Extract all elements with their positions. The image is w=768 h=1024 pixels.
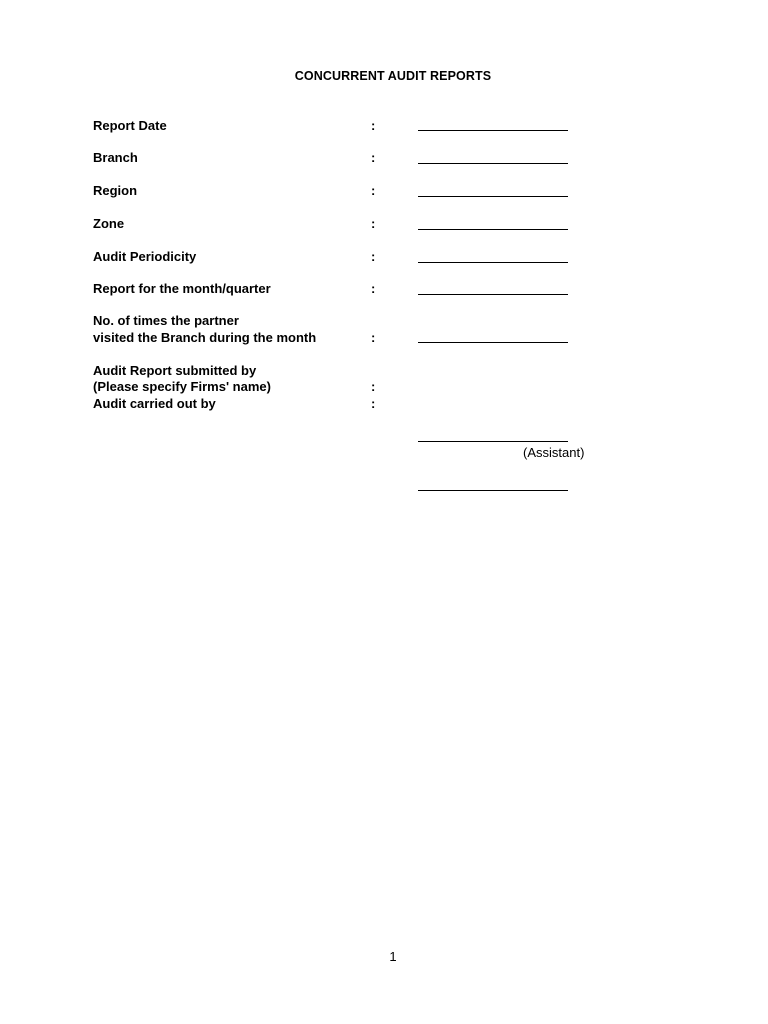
field-label-region: Region bbox=[93, 183, 138, 198]
field-blank-region[interactable] bbox=[418, 196, 568, 197]
field-colon: : bbox=[371, 118, 376, 133]
field-colon: : bbox=[371, 183, 376, 198]
field-colon: : bbox=[371, 216, 376, 231]
field-label-partner-visits-line2: visited the Branch during the month bbox=[93, 330, 317, 345]
field-label-submitted-by-line1: Audit Report submitted by bbox=[93, 363, 257, 378]
field-label-report-period: Report for the month/quarter bbox=[93, 281, 271, 296]
field-colon: : bbox=[371, 150, 376, 165]
field-label-report-date: Report Date bbox=[93, 118, 167, 133]
field-label-carried-out-by: Audit carried out by bbox=[93, 396, 216, 411]
field-colon: : bbox=[371, 379, 376, 394]
field-label-branch: Branch bbox=[93, 150, 138, 165]
field-blank-report-period[interactable] bbox=[418, 294, 568, 295]
field-blank-branch[interactable] bbox=[418, 163, 568, 164]
field-colon: : bbox=[371, 281, 376, 296]
field-colon: : bbox=[371, 249, 376, 264]
signature-assistant-label: (Assistant) bbox=[523, 445, 585, 460]
field-blank-zone[interactable] bbox=[418, 229, 568, 230]
signature-line-second[interactable] bbox=[418, 490, 568, 491]
page-number: 1 bbox=[389, 949, 397, 964]
field-blank-report-date[interactable] bbox=[418, 130, 568, 131]
field-label-zone: Zone bbox=[93, 216, 125, 231]
field-label-partner-visits-line1: No. of times the partner bbox=[93, 313, 239, 328]
document-title: CONCURRENT AUDIT REPORTS bbox=[294, 69, 492, 83]
field-blank-partner-visits[interactable] bbox=[418, 342, 568, 343]
field-label-submitted-by-line2: (Please specify Firms' name) bbox=[93, 379, 271, 394]
field-colon: : bbox=[371, 396, 376, 411]
signature-line-assistant[interactable] bbox=[418, 441, 568, 442]
field-colon: : bbox=[371, 330, 376, 345]
field-label-audit-periodicity: Audit Periodicity bbox=[93, 249, 197, 264]
field-blank-audit-periodicity[interactable] bbox=[418, 262, 568, 263]
